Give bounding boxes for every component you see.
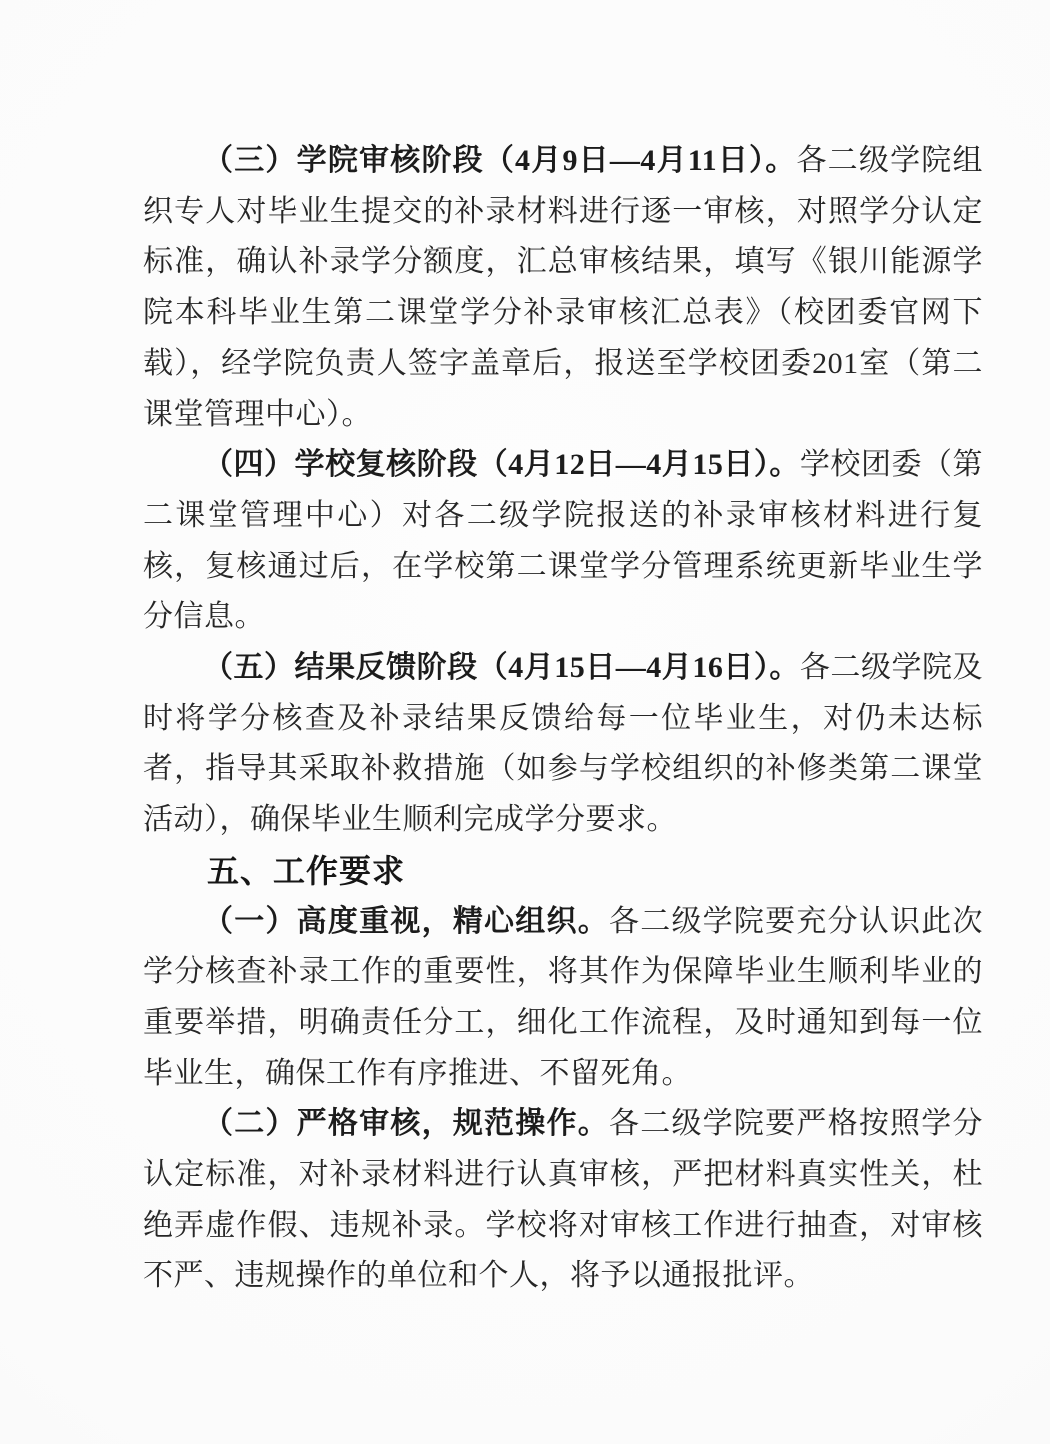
requirement-paragraph-attach-importance: [143, 897, 983, 1100]
requirement-paragraph-lead: （一）高度重视，精心组织。: [203, 904, 609, 938]
stage-paragraph-text: 各二级学院组织专人对毕业生提交的补录材料进行逐一审核，对照学分认定标准，确认补录学分额度，汇总审核结果，填写《银川能源学院本科毕业生第二课堂学分补录审核汇总表》（校团委官网下载），经学院负责人签字盖章后，报送至学校团委201室（第二课堂管理中心）。: [143, 144, 983, 431]
requirement-paragraph-lead: （二）严格审核，规范操作。: [203, 1107, 609, 1141]
stage-paragraph-text: 各二级学院及时将学分核查及补录结果反馈给每一位毕业生，对仍未达标者，指导其采取补救措施（如参与学校组织的补修类第二课堂活动），确保毕业生顺利完成学分要求。: [143, 651, 984, 837]
section-heading-work-requirements: 五、工作要求: [207, 852, 406, 889]
requirement-paragraph-text: 各二级学院要充分认识此次学分核查补录工作的重要性，将其作为保障毕业生顺利毕业的重要举措，明确责任分工，细化工作流程，及时通知到每一位毕业生，确保工作有序推进、不留死角。: [143, 904, 984, 1090]
requirement-paragraph-strict-review: [143, 1099, 983, 1302]
stage-paragraph-school-recheck: [143, 440, 983, 643]
document-body: [143, 136, 983, 1302]
stage-paragraph-college-review: [143, 136, 983, 440]
stage-paragraph-result-feedback: [143, 643, 983, 846]
stage-paragraph-lead: （三）学院审核阶段（4月9日—4月11日）。: [203, 144, 797, 177]
stage-paragraph-text: 学校团委（第二课堂管理中心）对各二级学院报送的补录审核材料进行复核，复核通过后，在学校第二课堂学分管理系统更新毕业生学分信息。: [143, 448, 984, 634]
stage-paragraph-lead: （四）学校复核阶段（4月12日—4月15日）。: [203, 448, 800, 482]
requirement-paragraph-text: 各二级学院要严格按照学分认定标准，对补录材料进行认真审核，严把材料真实性关，杜绝弄虚作假、违规补录。学校将对审核工作进行抽查，对审核不严、违规操作的单位和个人，将予以通报批评。: [143, 1107, 984, 1293]
stage-paragraph-lead: （五）结果反馈阶段（4月15日—4月16日）。: [203, 651, 800, 685]
